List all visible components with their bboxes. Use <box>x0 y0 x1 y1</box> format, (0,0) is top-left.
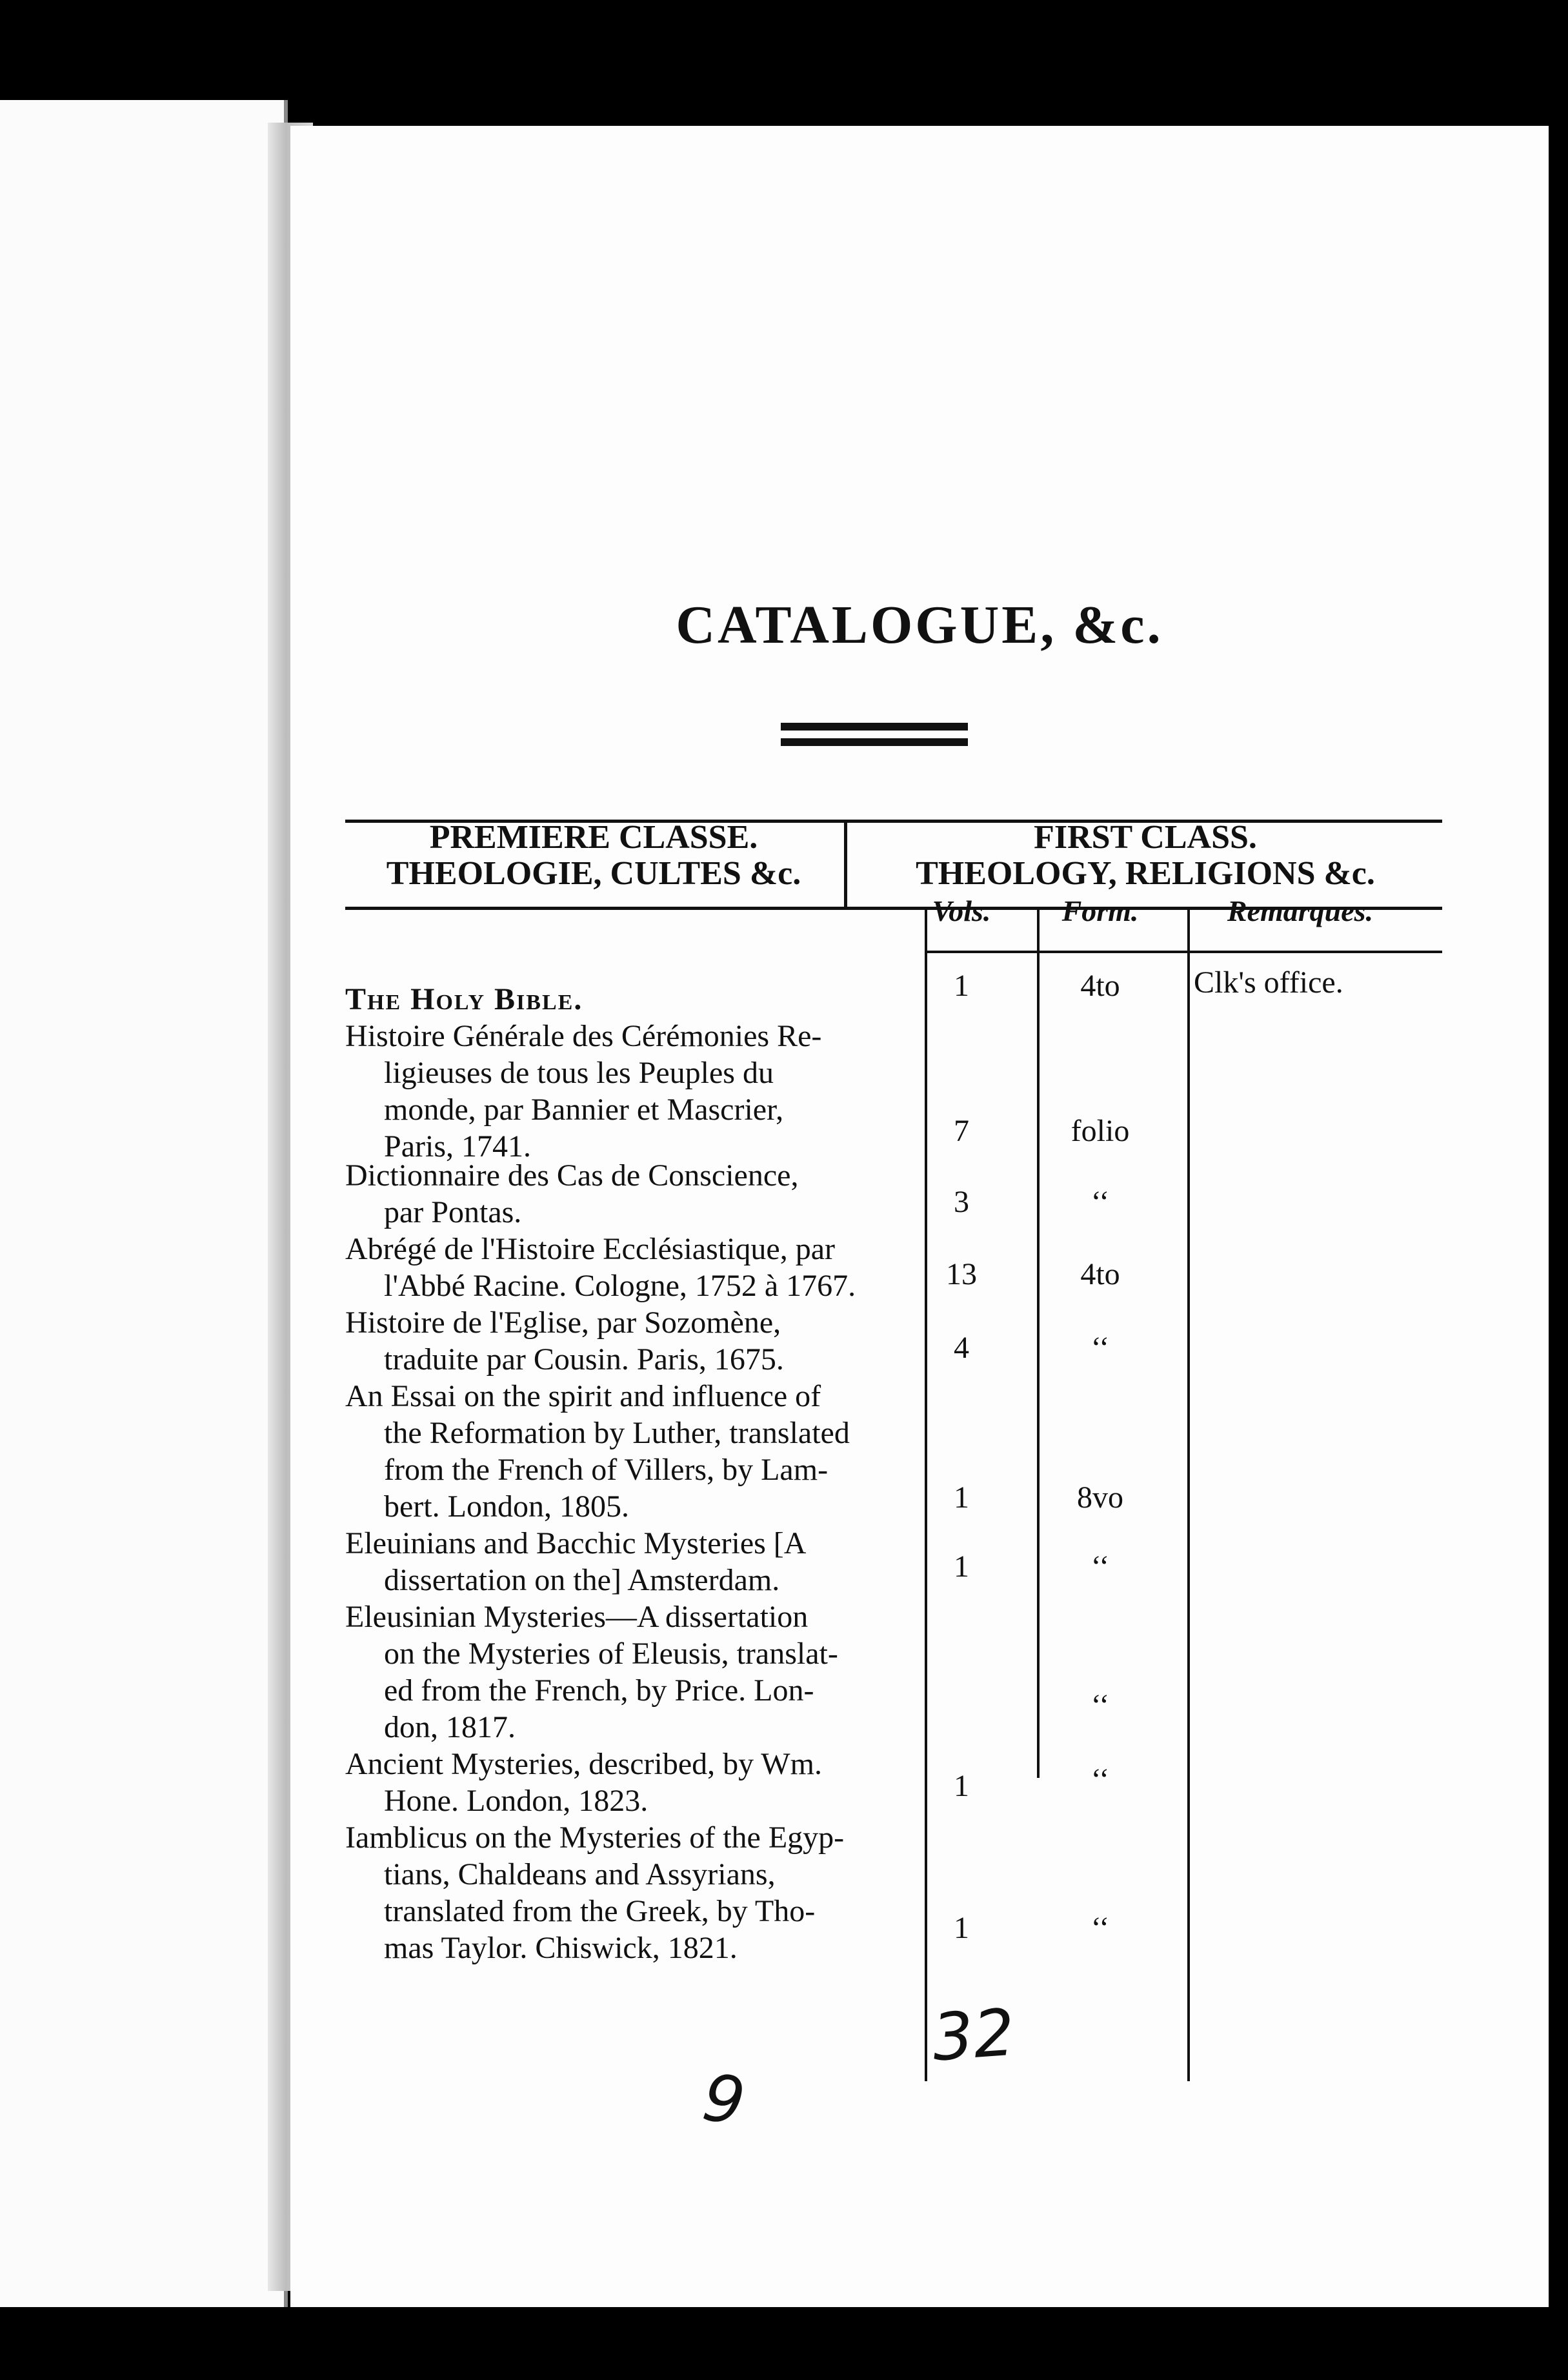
entry-3-vols: 3 <box>954 1185 969 1219</box>
entry-1-line-1: The Holy Bible. <box>345 982 583 1016</box>
column-header-remarks: Remarques. <box>1227 894 1374 927</box>
column-header-form: Form. <box>1061 894 1139 927</box>
entry-5-line-2: traduite par Cousin. Paris, 1675. <box>384 1342 784 1377</box>
entry-10-line-2: tians, Chaldeans and Assyrians, <box>384 1857 776 1891</box>
entry-6 <box>345 1378 913 1525</box>
entry-1 <box>345 981 913 1018</box>
entry-2-form: folio <box>1070 1114 1130 1148</box>
entry-10-line-4: mas Taylor. Chiswick, 1821. <box>384 1931 738 1965</box>
header-divider <box>844 823 847 907</box>
catalogue-page <box>290 126 1549 2307</box>
english-class-label: FIRST CLASS. <box>1034 819 1257 856</box>
entry-4-line-2: l'Abbé Racine. Cologne, 1752 à 1767. <box>384 1269 856 1303</box>
column-header-vols: Vols. <box>932 894 991 927</box>
handwritten-mark-left: 9 <box>698 2059 750 2140</box>
entry-8-line-1: Eleusinian Mysteries—A dissertation <box>345 1600 809 1634</box>
entry-3 <box>345 1157 913 1231</box>
entry-4-vols: 13 <box>946 1257 977 1291</box>
entry-9-line-1: Ancient Mysteries, described, by Wm. <box>345 1747 822 1781</box>
form-remarks-rule <box>1187 910 1190 2081</box>
entry-5-form: ‘‘ <box>1091 1331 1110 1365</box>
entry-7 <box>345 1525 913 1598</box>
entry-6-line-3: from the French of Villers, by Lam- <box>384 1453 829 1487</box>
entry-5 <box>345 1304 913 1378</box>
entry-8-form: ‘‘ <box>1091 1688 1110 1722</box>
french-class-heading <box>345 820 842 892</box>
title-double-rule <box>781 723 968 750</box>
entry-5-line-1: Histoire de l'Eglise, par Sozomène, <box>345 1306 781 1340</box>
entry-9-form: ‘‘ <box>1091 1762 1110 1797</box>
entry-7-line-1: Eleuinians and Bacchic Mysteries [A <box>345 1526 807 1560</box>
entry-4-line-1: Abrégé de l'Histoire Ecclésiastique, par <box>345 1232 836 1266</box>
french-class-subject: THEOLOGIE, CULTES &c. <box>386 855 801 892</box>
entry-6-line-4: bert. London, 1805. <box>384 1489 629 1524</box>
entry-8 <box>345 1598 913 1746</box>
entry-10-form: ‘‘ <box>1091 1911 1110 1945</box>
entry-4 <box>345 1231 913 1304</box>
entry-10-vols: 1 <box>954 1911 969 1945</box>
entry-8-line-2: on the Mysteries of Eleusis, translat- <box>384 1637 838 1671</box>
entry-1-remarks: Clk's office. <box>1194 965 1343 1000</box>
entry-1-vols: 1 <box>954 969 969 1003</box>
entry-2-line-3: monde, par Bannier et Mascrier, <box>384 1093 784 1127</box>
french-class-label: PREMIERE CLASSE. <box>429 819 758 856</box>
entry-3-line-2: par Pontas. <box>384 1195 522 1229</box>
entry-7-vols: 1 <box>954 1549 969 1584</box>
entry-3-line-1: Dictionnaire des Cas de Conscience, <box>345 1158 799 1193</box>
entry-6-vols: 1 <box>954 1480 969 1515</box>
entry-2 <box>345 1018 913 1165</box>
entry-10 <box>345 1819 913 1966</box>
entry-1-form: 4to <box>1080 969 1120 1003</box>
handwritten-mark-right: 32 <box>930 1994 1018 2076</box>
entry-6-line-1: An Essai on the spirit and influence of <box>345 1379 821 1413</box>
entry-8-line-3: ed from the French, by Price. Lon- <box>384 1673 814 1708</box>
english-class-heading <box>849 820 1442 892</box>
entry-2-line-4: Paris, 1741. <box>384 1129 531 1164</box>
entry-9-line-2: Hone. London, 1823. <box>384 1784 648 1818</box>
english-class-subject: THEOLOGY, RELIGIONS &c. <box>916 855 1375 892</box>
entry-9 <box>345 1746 913 1819</box>
entry-10-line-3: translated from the Greek, by Tho- <box>384 1894 816 1928</box>
vols-form-rule <box>1037 910 1040 1778</box>
entry-6-line-2: the Reformation by Luther, translated <box>384 1416 850 1450</box>
entry-2-line-1: Histoire Générale des Cérémonies Re- <box>345 1019 822 1053</box>
entry-3-form: ‘‘ <box>1091 1185 1110 1219</box>
entry-7-line-2: dissertation on the] Amsterdam. <box>384 1563 780 1597</box>
entry-8-line-4: don, 1817. <box>384 1710 516 1744</box>
entry-7-form: ‘‘ <box>1091 1549 1110 1584</box>
entry-6-form: 8vo <box>1077 1480 1123 1515</box>
page-title: CATALOGUE, &c. <box>676 595 1163 655</box>
entry-9-vols: 1 <box>954 1769 969 1803</box>
entry-2-vols: 7 <box>954 1114 969 1148</box>
left-facing-page <box>0 100 288 2307</box>
entry-2-line-2: ligieuses de tous les Peuples du <box>384 1056 774 1090</box>
column-header-rule <box>926 951 1442 953</box>
entry-10-line-1: Iamblicus on the Mysteries of the Egyp- <box>345 1820 845 1855</box>
entry-5-vols: 4 <box>954 1331 969 1365</box>
entry-4-form: 4to <box>1080 1257 1120 1291</box>
